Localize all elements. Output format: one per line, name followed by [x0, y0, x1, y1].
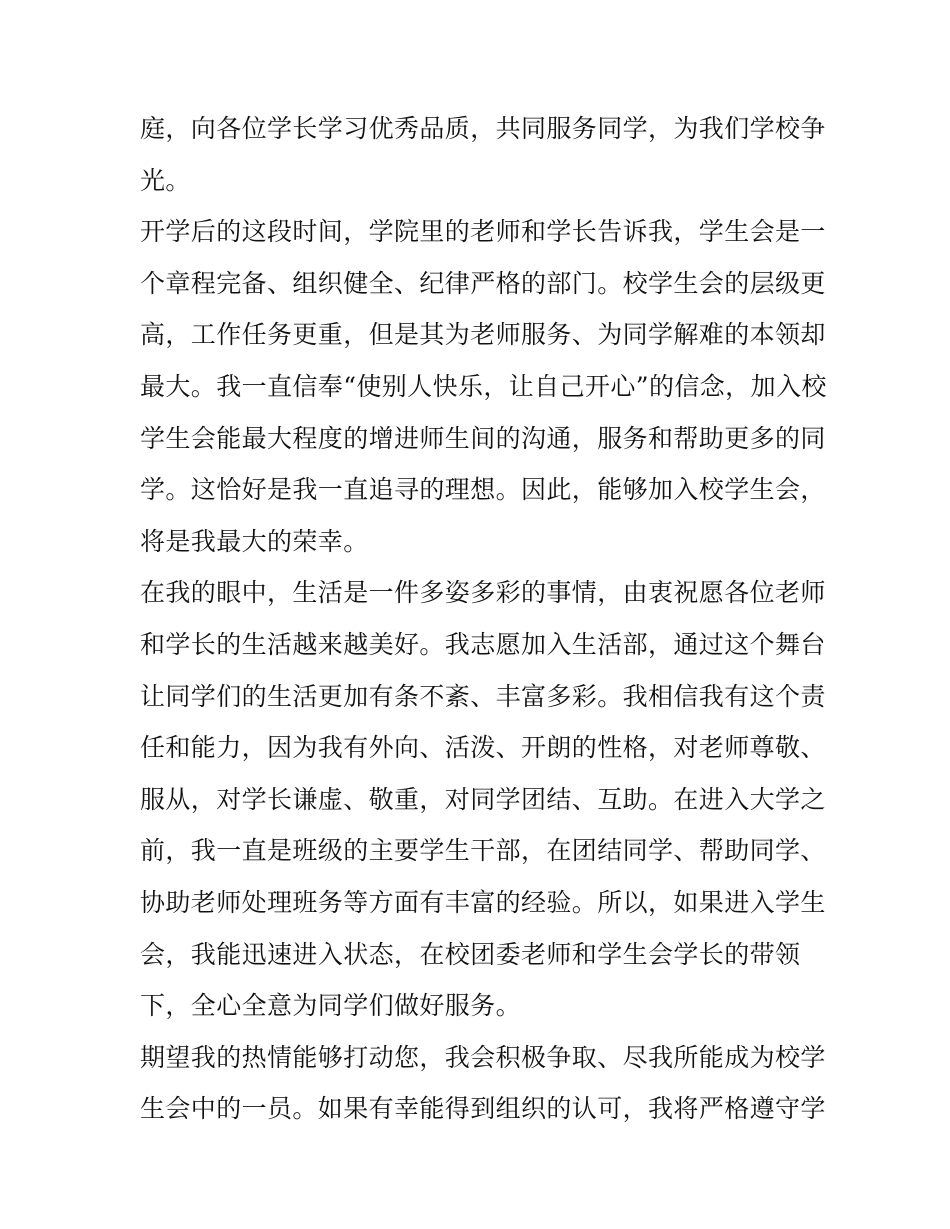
text-line: 期望我的热情能够打动您，我会积极争取、尽我所能成为校学 [140, 1042, 826, 1072]
text-line: 服从，对学长谦虚、敬重，对同学团结、互助。在进入大学之 [140, 784, 826, 814]
text-line: 学生会能最大程度的增进师生间的沟通，服务和帮助更多的同 [140, 423, 826, 453]
text-line: 任和能力，因为我有外向、活泼、开朗的性格，对老师尊敬、 [140, 733, 826, 763]
text-line: 生会中的一员。如果有幸能得到组织的认可，我将严格遵守学 [140, 1094, 826, 1124]
text-line: 协助老师处理班务等方面有丰富的经验。所以，如果进入学生 [140, 887, 826, 917]
text-line: 让同学们的生活更加有条不紊、丰富多彩。我相信我有这个责 [140, 681, 826, 711]
text-line: 将是我最大的荣幸。 [140, 526, 369, 556]
text-line: 会，我能迅速进入状态，在校团委老师和学生会学长的带领 [140, 939, 801, 969]
text-line: 开学后的这段时间，学院里的老师和学长告诉我，学生会是一 [140, 217, 826, 247]
text-line: 庭，向各位学长学习优秀品质，共同服务同学，为我们学校争 [140, 114, 826, 143]
text-line: 前，我一直是班级的主要学生干部，在团结同学、帮助同学、 [140, 836, 826, 866]
text-line: 和学长的生活越来越美好。我志愿加入生活部，通过这个舞台 [140, 629, 826, 659]
text-line: 下，全心全意为同学们做好服务。 [140, 991, 522, 1021]
text-line: 在我的眼中，生活是一件多姿多彩的事情，由衷祝愿各位老师 [140, 578, 826, 608]
text-line: 个章程完备、组织健全、纪律严格的部门。校学生会的层级更 [140, 268, 826, 298]
text-line: 最大。我一直信奉“使别人快乐，让自己开心”的信念，加入校 [140, 371, 827, 401]
text-line: 光。 [140, 165, 191, 195]
body-text [140, 103, 827, 1135]
text-line: 学。这恰好是我一直追寻的理想。因此，能够加入校学生会， [140, 475, 826, 505]
text-line: 高，工作任务更重，但是其为老师服务、为同学解难的本领却 [140, 320, 826, 350]
